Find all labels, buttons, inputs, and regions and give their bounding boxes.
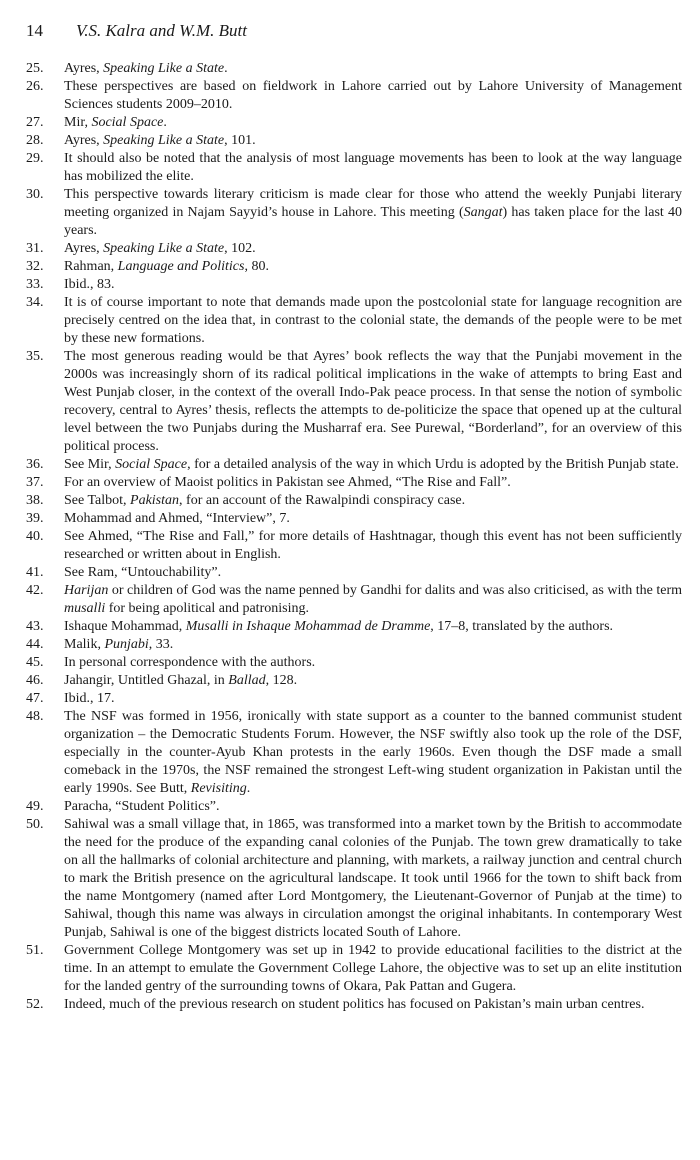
endnote-italic-text: Punjabi	[104, 637, 149, 652]
endnote-number: 49.	[26, 799, 44, 814]
endnote-number: 44.	[26, 637, 44, 652]
endnote	[26, 510, 682, 528]
endnote-text-run: It is of course important to note that demands made upon the postcolonial state for language recognition are precisely centred on the idea that, in contrast to the colonial state, the demands of the people were to be met by these new formations.	[64, 295, 682, 346]
endnote-text	[64, 564, 682, 582]
endnote-italic-text: Speaking Like a State	[103, 241, 225, 256]
endnote	[26, 294, 682, 348]
endnote-italic-text: Harijan	[64, 583, 109, 598]
endnote	[26, 78, 682, 114]
endnote-text-run: Malik,	[64, 637, 105, 652]
endnote-text-run: Mir,	[64, 115, 92, 130]
endnote-text-run: , 80.	[244, 259, 269, 274]
endnote-number: 30.	[26, 187, 44, 202]
endnote-number: 36.	[26, 457, 44, 472]
endnote-text-run: Ishaque Mohammad,	[64, 619, 186, 634]
endnote-text-run: for being apolitical and patronising.	[105, 601, 309, 616]
endnote	[26, 276, 682, 294]
endnote-text-run: , 101.	[224, 133, 256, 148]
endnote-text-run: The most generous reading would be that Ayres’ book reflects the way that the Punjabi movement in the 2000s was increasingly shorn of its radical political implications in the wake of attempts to bring East and West Punjab closer, in the context of the overall Indo-Pak peace process. In that sense the notion of symbolic recovery, central to Ayres’ thesis, reflects the attempts to de-politicize the space that opened up at the cultural level between the two Punjabs during the Musharraf era. See Purewal, “Borderland”, for an overview of this political process.	[64, 349, 682, 454]
endnote-text-run: For an overview of Maoist politics in Pakistan see Ahmed, “The Rise and Fall”.	[64, 475, 511, 490]
endnote-text	[64, 528, 682, 564]
endnote-text	[64, 474, 682, 492]
endnote-text-run: .	[246, 781, 251, 796]
endnote-text-run: These perspectives are based on fieldwork in Lahore carried out by Lahore University of Management Sciences students 2009–2010.	[64, 79, 682, 112]
endnote-number: 45.	[26, 655, 44, 670]
endnote-text	[64, 510, 682, 528]
endnote-number: 39.	[26, 511, 44, 526]
endnote	[26, 186, 682, 240]
endnote	[26, 474, 682, 492]
endnote-text-run: , 128.	[265, 673, 298, 688]
endnote-text	[64, 294, 682, 348]
endnote-number: 47.	[26, 691, 44, 706]
endnote-text	[64, 240, 682, 258]
page	[26, 20, 682, 1014]
endnote	[26, 564, 682, 582]
endnote-text-run: , for a detailed analysis of the way in which Urdu is adopted by the British Punjab state.	[187, 457, 679, 472]
endnote-text-run: , 17–8, translated by the authors.	[430, 619, 614, 634]
endnote-italic-text: Speaking Like a State	[103, 133, 225, 148]
endnote-text	[64, 276, 682, 294]
endnote-text	[64, 636, 682, 654]
endnote-text-run: .	[163, 115, 167, 130]
endnote-number: 48.	[26, 709, 44, 724]
endnote	[26, 582, 682, 618]
endnote-text	[64, 582, 682, 618]
page-header	[26, 20, 682, 42]
endnote-italic-text: Musalli in Ishaque Mohammad de Dramme	[185, 619, 431, 634]
endnote-text	[64, 186, 682, 240]
endnote-text-run: , 102.	[224, 241, 256, 256]
endnote-text-run: Ayres,	[64, 241, 104, 256]
endnote	[26, 348, 682, 456]
endnote-text	[64, 348, 682, 456]
endnote-italic-text: Language and Politics	[117, 259, 245, 274]
endnote	[26, 672, 682, 690]
endnote-number: 46.	[26, 673, 44, 688]
endnote	[26, 492, 682, 510]
endnote-text	[64, 132, 682, 150]
endnotes-list	[26, 60, 682, 1014]
endnote-number: 50.	[26, 817, 44, 832]
endnote-text	[64, 258, 682, 276]
endnote-text-run: Jahangir, Untitled Ghazal, in	[64, 673, 229, 688]
endnote-number: 37.	[26, 475, 44, 490]
endnote-text	[64, 996, 682, 1014]
endnote	[26, 654, 682, 672]
endnote-text-run: In personal correspondence with the authors.	[64, 655, 316, 670]
endnote-text-run: Ayres,	[64, 133, 104, 148]
endnote-number: 43.	[26, 619, 44, 634]
endnote	[26, 150, 682, 186]
endnote-number: 33.	[26, 277, 44, 292]
endnote-text-run: This perspective towards literary criticism is made clear for those who attend the weekly Punjabi literary meeting organized in Najam Sayyid’s house in Lahore. This meeting (	[64, 187, 682, 220]
endnote-text-run: See Mir,	[64, 457, 116, 472]
running-head: V.S. Kalra and W.M. Butt	[76, 21, 247, 40]
endnote-text-run: The NSF was formed in 1956, ironically with state support as a counter to the banned communist student organization – the Democratic Students Forum. However, the NSF swiftly also took up the role of the DSF, especially in the counter-Ayub Khan protests in the early 1960s. Even though the DSF made a small comeback in the 1970s, the NSF remained the strongest Left-wing student organization in Pakistan until the early 1990s. See Butt,	[64, 709, 682, 796]
endnote-number: 41.	[26, 565, 44, 580]
endnote	[26, 132, 682, 150]
endnote	[26, 528, 682, 564]
endnote-text-run: Indeed, much of the previous research on student politics has focused on Pakistan’s main urban centres.	[64, 997, 645, 1012]
endnote	[26, 636, 682, 654]
endnote	[26, 258, 682, 276]
endnote-text	[64, 492, 682, 510]
endnote	[26, 114, 682, 132]
endnote	[26, 240, 682, 258]
endnote-text-run: Ibid., 83.	[64, 277, 115, 292]
endnote-number: 28.	[26, 133, 44, 148]
endnote	[26, 690, 682, 708]
endnote-text-run: See Ram, “Untouchability”.	[64, 565, 222, 580]
endnote	[26, 618, 682, 636]
endnote-text	[64, 618, 682, 636]
endnote-number: 40.	[26, 529, 44, 544]
endnote-number: 32.	[26, 259, 44, 274]
endnote-italic-text: Pakistan	[130, 493, 180, 508]
endnote-italic-text: Social Space	[91, 115, 164, 130]
endnote-text-run: Government College Montgomery was set up in 1942 to provide educational facilities to the district at the time. In an attempt to emulate the Government College Lahore, the objective was to set up an elite institution for the landed gentry of the surrounding towns of Okara, Pak Pattan and Gugera.	[64, 943, 682, 994]
page-number: 14	[26, 21, 43, 40]
endnote-text-run: , for an account of the Rawalpindi conspiracy case.	[179, 493, 466, 508]
endnote-text-run: , 33.	[148, 637, 174, 652]
endnote-number: 31.	[26, 241, 44, 256]
endnote-text-run: It should also be noted that the analysis of most language movements has been to look at the way language has mobilized the elite.	[64, 151, 682, 184]
endnote-text-run: See Ahmed, “The Rise and Fall,” for more details of Hashtnagar, though this event has not been sufficiently researched or written about in English.	[64, 529, 682, 562]
endnote-number: 29.	[26, 151, 44, 166]
endnote-text-run: ) has taken place for the last 40 years.	[64, 205, 682, 238]
endnote-italic-text: Ballad	[228, 673, 266, 688]
endnote-text	[64, 708, 682, 798]
endnote-number: 34.	[26, 295, 44, 310]
endnote-italic-text: Sangat	[463, 205, 503, 220]
endnote-text	[64, 456, 682, 474]
endnote-text-run: Ibid., 17.	[64, 691, 115, 706]
endnote-text-run: Ayres,	[64, 61, 104, 76]
endnote-text-run: Paracha, “Student Politics”.	[64, 799, 220, 814]
endnote-number: 35.	[26, 349, 44, 364]
endnote-text	[64, 672, 682, 690]
endnote	[26, 708, 682, 798]
endnote-text-run: Rahman,	[64, 259, 118, 274]
endnote-text	[64, 690, 682, 708]
endnote-number: 52.	[26, 997, 44, 1012]
endnote-number: 42.	[26, 583, 44, 598]
endnote-text-run: .	[224, 61, 228, 76]
endnote	[26, 942, 682, 996]
endnote-text	[64, 78, 682, 114]
endnote-number: 38.	[26, 493, 44, 508]
endnote-text-run: Sahiwal was a small village that, in 1865, was transformed into a market town by the British to accommodate the need for the produce of the expanding canal colonies of the Punjab. The town grew dramatically to take on all the hallmarks of colonial architecture and planning, with markets, a railway junction and central church to mark the British presence on the agricultural landscape. It took until 1966 for the town to shift back from the name Montgomery (named after Lord Montgomery, the Lieutenant-Governor of Punjab at the time) to Sahiwal, though this name was always in circulation amongst the original inhabitants. In contemporary West Punjab, Sahiwal is one of the biggest districts located South of Lahore.	[64, 817, 682, 940]
endnote-text	[64, 816, 682, 942]
endnote-italic-text: Revisiting	[190, 781, 247, 796]
endnote-text-run: See Talbot,	[64, 493, 131, 508]
endnote	[26, 816, 682, 942]
endnote-italic-text: musalli	[64, 601, 106, 616]
endnote-italic-text: Speaking Like a State	[103, 61, 225, 76]
endnote	[26, 996, 682, 1014]
endnote-text	[64, 114, 682, 132]
endnote-number: 25.	[26, 61, 44, 76]
endnote	[26, 60, 682, 78]
endnote	[26, 456, 682, 474]
endnote-text	[64, 798, 682, 816]
endnote	[26, 798, 682, 816]
endnote-text	[64, 60, 682, 78]
endnote-text-run: Mohammad and Ahmed, “Interview”, 7.	[64, 511, 290, 526]
endnote-number: 26.	[26, 79, 44, 94]
endnote-italic-text: Social Space	[115, 457, 188, 472]
endnote-text	[64, 942, 682, 996]
endnote-text-run: or children of God was the name penned by Gandhi for dalits and was also criticised, as with the term	[108, 583, 682, 598]
endnote-text	[64, 654, 682, 672]
endnote-text	[64, 150, 682, 186]
endnote-number: 51.	[26, 943, 44, 958]
endnote-number: 27.	[26, 115, 44, 130]
